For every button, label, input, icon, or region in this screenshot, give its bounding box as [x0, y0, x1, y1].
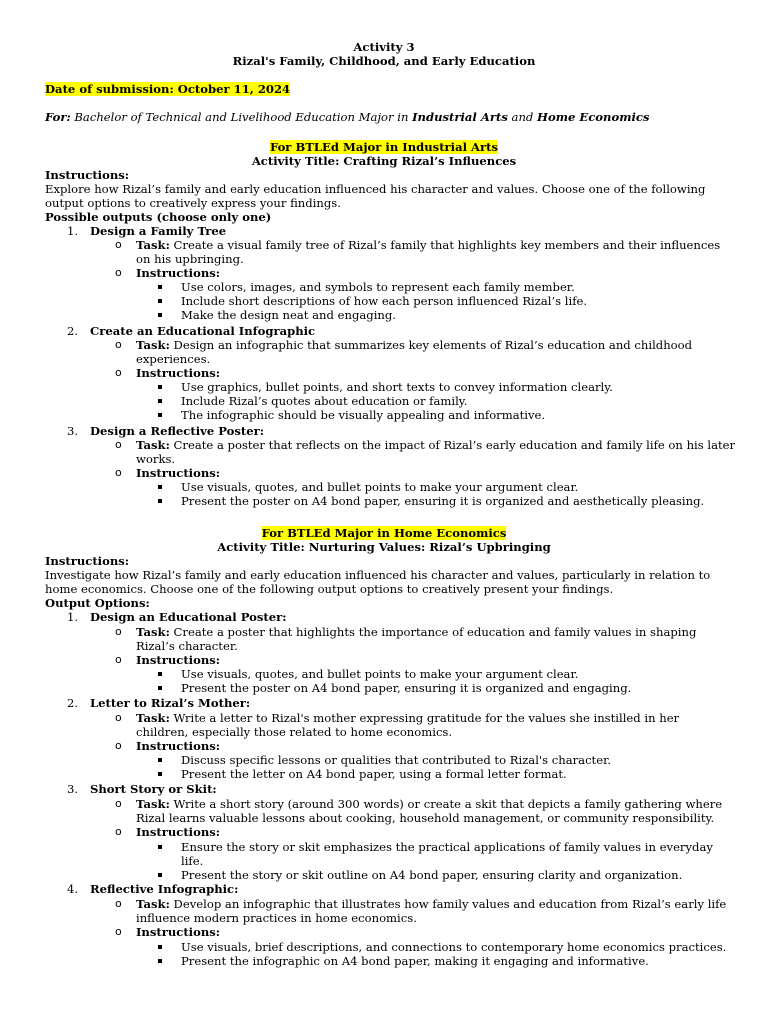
square-bullet-icon [158, 313, 162, 317]
task-text: Create a poster that reflects on the impact of Rizal’s early education and family life on his later [169, 438, 736, 452]
ia-item-title: Design a Family Tree [90, 224, 227, 238]
square-bullet-icon [158, 758, 162, 762]
he-heading [0, 526, 768, 540]
square-bullet-icon [158, 945, 162, 949]
he-item-title: Reflective Infographic: [90, 882, 239, 896]
he-item-number: 4. [66, 882, 78, 896]
ia-item-bullet: Include Rizal’s quotes about education or family. [181, 394, 468, 408]
ia-item-number: 1. [66, 224, 78, 238]
he-item-bullet: Present the poster on A4 bond paper, ensuring it is organized and engaging. [181, 681, 632, 695]
task-label: Task: [136, 438, 170, 452]
ia-item-title: Create an Educational Infographic [90, 324, 316, 338]
ia-activity-title: Activity Title: Crafting Rizal’s Influences [251, 154, 517, 168]
ia-item-bullet: The infographic should be visually appealing and informative. [181, 408, 546, 422]
for-text: Bachelor of Technical and Livelihood Education Major in [74, 110, 413, 124]
he-item-title: Letter to Rizal’s Mother: [90, 696, 251, 710]
ia-item-task [136, 438, 735, 452]
circle-bullet-icon: o [115, 925, 122, 938]
square-bullet-icon [158, 499, 162, 503]
audience-line [45, 110, 649, 124]
he-item-bullet: Present the letter on A4 bond paper, using a formal letter format. [181, 767, 567, 781]
circle-bullet-icon: o [115, 466, 122, 479]
major-home-economics: Home Economics [537, 110, 650, 124]
square-bullet-icon [158, 959, 162, 963]
ia-item-task [136, 338, 692, 352]
he-item-bullet: Present the story or skit outline on A4 bond paper, ensuring clarity and organization. [181, 868, 683, 882]
square-bullet-icon [158, 299, 162, 303]
activity-number: Activity 3 [353, 40, 415, 54]
he-item-task [136, 625, 696, 639]
he-item-task-cont: children, especially those related to home economics. [136, 725, 453, 739]
he-instructions-text-1: Investigate how Rizal’s family and early education influenced his character and values, particularly in relation to [45, 568, 711, 582]
circle-bullet-icon: o [115, 266, 122, 279]
ia-item-bullet: Make the design neat and engaging. [181, 308, 396, 322]
task-text: Design an infographic that summarizes key elements of Rizal’s education and childhood [169, 338, 693, 352]
task-text: Create a visual family tree of Rizal’s family that highlights key members and their influences [169, 238, 721, 252]
circle-bullet-icon: o [115, 625, 122, 638]
ia-item-bullet: Present the poster on A4 bond paper, ensuring it is organized and aesthetically pleasing. [181, 494, 705, 508]
square-bullet-icon [158, 485, 162, 489]
ia-instructions-label: Instructions: [45, 168, 130, 182]
he-item-bullet: Ensure the story or skit emphasizes the practical applications of family values in everyday [181, 840, 713, 854]
ia-item-bullet: Include short descriptions of how each person influenced Rizal’s life. [181, 294, 588, 308]
task-text: Create a poster that highlights the importance of education and family values in shaping [169, 625, 697, 639]
task-label: Task: [136, 338, 170, 352]
ia-instructions-text-2: output options to creatively express your findings. [45, 196, 341, 210]
square-bullet-icon [158, 772, 162, 776]
circle-bullet-icon: o [115, 825, 122, 838]
ia-item-task-cont: works. [136, 452, 176, 466]
he-item-task-cont: Rizal learns valuable lessons about cooking, household management, or community responsibility. [136, 811, 715, 825]
square-bullet-icon [158, 385, 162, 389]
circle-bullet-icon: o [115, 897, 122, 910]
ia-item-task-cont: on his upbringing. [136, 252, 244, 266]
he-item-bullet: Use visuals, brief descriptions, and connections to contemporary home economics practices. [181, 940, 727, 954]
he-item-bullet-cont: life. [181, 854, 204, 868]
he-item-task-cont: Rizal’s character. [136, 639, 238, 653]
he-item-title: Short Story or Skit: [90, 782, 217, 796]
task-label: Task: [136, 238, 170, 252]
square-bullet-icon [158, 672, 162, 676]
circle-bullet-icon: o [115, 338, 122, 351]
task-label: Task: [136, 625, 170, 639]
ia-outputs-label: Possible outputs (choose only one) [45, 210, 272, 224]
he-item-instructions-label: Instructions: [136, 825, 221, 839]
for-and: and [507, 110, 538, 124]
ia-item-instructions-label: Instructions: [136, 266, 221, 280]
task-text: Write a letter to Rizal's mother expressing gratitude for the values she instilled in her [169, 711, 680, 725]
ia-heading [0, 140, 768, 154]
he-item-task [136, 897, 726, 911]
circle-bullet-icon: o [115, 739, 122, 752]
circle-bullet-icon: o [115, 797, 122, 810]
he-item-bullet: Discuss specific lessons or qualities that contributed to Rizal's character. [181, 753, 612, 767]
square-bullet-icon [158, 413, 162, 417]
task-label: Task: [136, 797, 170, 811]
ia-heading-text: For BTLEd Major in Industrial Arts [269, 140, 499, 154]
ia-item-number: 2. [66, 324, 78, 338]
he-item-bullet: Use visuals, quotes, and bullet points to make your argument clear. [181, 667, 579, 681]
he-activity-title: Activity Title: Nurturing Values: Rizal’s Upbringing [217, 540, 551, 554]
task-text: Develop an infographic that illustrates how family values and education from Rizal’s early life [169, 897, 727, 911]
ia-item-title: Design a Reflective Poster: [90, 424, 265, 438]
circle-bullet-icon: o [115, 653, 122, 666]
ia-item-number: 3. [66, 424, 78, 438]
ia-item-bullet: Use graphics, bullet points, and short texts to convey information clearly. [181, 380, 613, 394]
ia-item-task-cont: experiences. [136, 352, 211, 366]
for-label: For: [45, 110, 71, 124]
square-bullet-icon [158, 285, 162, 289]
he-item-number: 2. [66, 696, 78, 710]
ia-item-instructions-label: Instructions: [136, 366, 221, 380]
he-item-task [136, 711, 679, 725]
submission-date-text: Date of submission: October 11, 2024 [45, 82, 291, 96]
ia-item-bullet: Use colors, images, and symbols to represent each family member. [181, 280, 575, 294]
he-item-instructions-label: Instructions: [136, 739, 221, 753]
ia-item-instructions-label: Instructions: [136, 466, 221, 480]
circle-bullet-icon: o [115, 438, 122, 451]
task-label: Task: [136, 711, 170, 725]
he-item-bullet: Present the infographic on A4 bond paper, making it engaging and informative. [181, 954, 649, 968]
circle-bullet-icon: o [115, 366, 122, 379]
square-bullet-icon [158, 845, 162, 849]
he-item-number: 3. [66, 782, 78, 796]
he-item-task-cont: influence modern practices in home economics. [136, 911, 417, 925]
submission-date [45, 82, 290, 96]
ia-item-bullet: Use visuals, quotes, and bullet points to make your argument clear. [181, 480, 579, 494]
he-outputs-label: Output Options: [45, 596, 150, 610]
he-heading-text: For BTLEd Major in Home Economics [261, 526, 507, 540]
he-instructions-text-2: home economics. Choose one of the following output options to creatively present your findings. [45, 582, 614, 596]
circle-bullet-icon: o [115, 711, 122, 724]
he-item-instructions-label: Instructions: [136, 653, 221, 667]
he-item-title: Design an Educational Poster: [90, 610, 287, 624]
task-text: Write a short story (around 300 words) or create a skit that depicts a family gathering where [169, 797, 723, 811]
circle-bullet-icon: o [115, 238, 122, 251]
page-title: Rizal's Family, Childhood, and Early Education [232, 54, 536, 68]
square-bullet-icon [158, 686, 162, 690]
square-bullet-icon [158, 873, 162, 877]
he-item-task [136, 797, 722, 811]
ia-instructions-text-1: Explore how Rizal’s family and early education influenced his character and values. Choose one of the following [45, 182, 706, 196]
ia-item-task [136, 238, 720, 252]
he-item-instructions-label: Instructions: [136, 925, 221, 939]
square-bullet-icon [158, 399, 162, 403]
major-industrial-arts: Industrial Arts [412, 110, 508, 124]
he-instructions-label: Instructions: [45, 554, 130, 568]
he-item-number: 1. [66, 610, 78, 624]
task-label: Task: [136, 897, 170, 911]
